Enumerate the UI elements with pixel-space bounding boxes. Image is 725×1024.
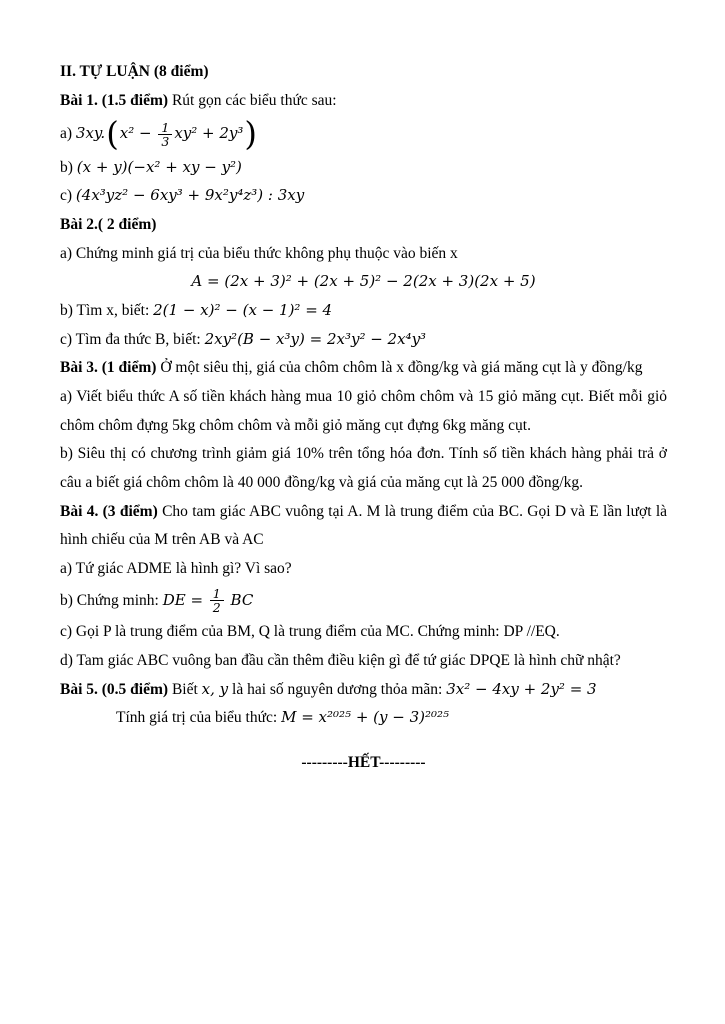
- math-term: DE =: [162, 590, 204, 609]
- bai1-part-b: [60, 154, 667, 183]
- bai1a-expression: [75, 115, 258, 154]
- fraction-numerator: 1: [212, 586, 221, 602]
- bai1-instruction: Rút gọn các biểu thức sau:: [168, 91, 337, 109]
- bai3-part-a: a) Viết biểu thức A số tiền khách hàng mua 10 giỏ chôm chôm và 15 giỏ măng cụt. Biết mỗi giỏ chôm chôm đựng 5kg chôm chôm và mỗi giỏ măng cụt đựng 6kg măng cụt.: [60, 387, 667, 434]
- bai2a-formula-line: [60, 268, 667, 297]
- math-term: BC: [230, 590, 254, 609]
- part-a-label: a): [60, 125, 73, 143]
- bai2-part-b: [60, 297, 667, 326]
- bai5-question-text: Tính giá trị của biểu thức:: [116, 709, 282, 727]
- bai4-part-a: a) Tứ giác ADME là hình gì? Vì sao?: [60, 560, 292, 577]
- bai3-part-b: b) Siêu thị có chương trình giảm giá 10% trên tổng hóa đơn. Tính số tiền khách hàng phải trả ở câu a biết giá chôm chôm là 40 000 đồng/kg và giá của măng cụt là 25 000 đồng/kg.: [60, 445, 667, 491]
- fraction-numerator: 1: [161, 119, 170, 135]
- bai2-heading: [60, 211, 667, 240]
- left-paren: (: [106, 115, 119, 154]
- fraction-one-third: [158, 121, 172, 148]
- bai1b-expression: (x + y)(−x² + xy − y²): [76, 157, 242, 176]
- bai2c-equation: 2xy²(B − x³y) = 2x³y² − 2x⁴y³: [204, 329, 427, 348]
- bai3-heading: [60, 354, 667, 383]
- bai4b-equation: [162, 586, 254, 616]
- bai4-part-b: [60, 587, 667, 616]
- bai2b-text: b) Tìm x, biết:: [60, 301, 154, 319]
- part-b-label: b): [60, 158, 73, 176]
- fraction-one-half: [210, 587, 224, 614]
- math-term-after-fraction: xy² + 2y³: [174, 124, 244, 143]
- bai1-number: Bài 1. (1.5 điểm): [60, 91, 169, 109]
- end-marker: ---------HẾT---------: [301, 754, 426, 772]
- bai2-part-c: [60, 326, 667, 355]
- bai4-heading: [60, 498, 667, 555]
- math-coefficient: 3xy.: [75, 124, 106, 143]
- bai2b-equation: 2(1 − x)² − (x − 1)² = 4: [153, 300, 333, 319]
- bai1-part-c: [60, 182, 667, 211]
- bai1c-expression: (4x³yz² − 6xy³ + 9x²y⁴z³) : 3xy: [75, 186, 305, 205]
- bai3-intro: Ở một siêu thị, giá của chôm chôm là x đồng/kg và giá măng cụt là y đồng/kg: [156, 359, 643, 377]
- bai1-part-a: [60, 115, 667, 154]
- bai5-heading: [60, 676, 667, 705]
- bai3-number: Bài 3. (1 điểm): [60, 359, 157, 377]
- math-term-before-fraction: x² −: [119, 124, 152, 143]
- bai2-part-a: a) Chứng minh giá trị của biểu thức không phụ thuộc vào biến x: [60, 244, 458, 262]
- formula-A: A = (2x + 3)² + (2x + 5)² − 2(2x + 3)(2x + 5): [191, 272, 536, 291]
- bai4-number: Bài 4. (3 điểm): [60, 502, 158, 520]
- part-c-label: c): [60, 187, 73, 205]
- bai5-condition-equation: 3x² − 4xy + 2y² = 3: [446, 679, 597, 698]
- bai2-number: Bài 2.( 2 điểm): [60, 215, 157, 233]
- section-title: II. TỰ LUẬN (8 điểm): [60, 63, 209, 80]
- right-paren: ): [244, 115, 258, 154]
- fraction-denominator: 2: [210, 600, 224, 614]
- bai1-heading: [60, 87, 667, 116]
- bai4-part-c: c) Gọi P là trung điểm của BM, Q là trung điểm của MC. Chứng minh: DP //EQ.: [60, 623, 560, 641]
- bai5-number: Bài 5. (0.5 điểm): [60, 680, 169, 698]
- fraction-denominator: 3: [158, 134, 172, 148]
- bai4-intro: Cho tam giác ABC vuông tại A. M là trung điểm của BC. Gọi D và E lần lượt là hình chiếu của M trên AB và AC: [60, 502, 668, 549]
- bai4b-text: b) Chứng minh:: [60, 591, 163, 609]
- bai5-variables: x, y: [201, 679, 229, 698]
- bai5-question: [60, 704, 667, 733]
- bai5-text-2: là hai số nguyên dương thỏa mãn:: [228, 680, 447, 698]
- bai2c-text: c) Tìm đa thức B, biết:: [60, 330, 205, 348]
- bai4-part-d: d) Tam giác ABC vuông ban đầu cần thêm điều kiện gì để tứ giác DPQE là hình chữ nhật?: [60, 652, 621, 670]
- bai5-text-1: Biết: [168, 680, 202, 698]
- bai5-expression-M: M = x²⁰²⁵ + (y − 3)²⁰²⁵: [281, 708, 450, 727]
